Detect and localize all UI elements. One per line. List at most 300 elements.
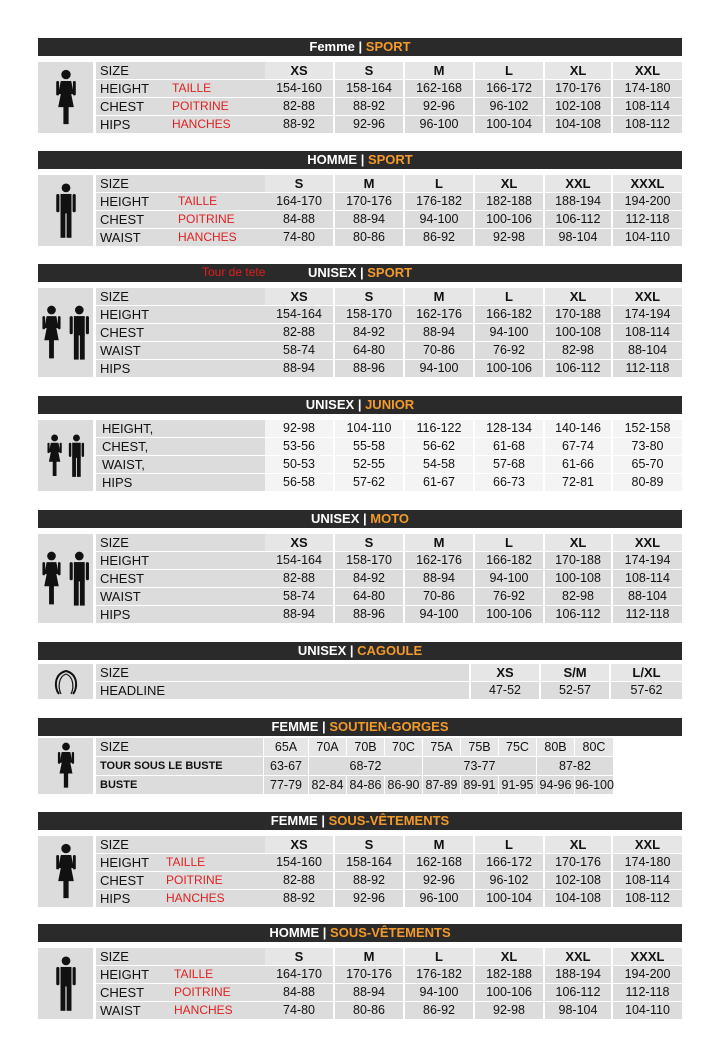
table-cell: 52-57 (541, 682, 609, 699)
table-cell: 84-88 (265, 211, 333, 228)
row-label (96, 62, 265, 79)
table-cell: 96-100 (405, 890, 473, 907)
section-category: SPORT (367, 265, 413, 280)
row-label (96, 854, 265, 871)
table-cell: 82-88 (265, 324, 333, 341)
table-cell: 61-68 (475, 438, 543, 455)
section-category: SPORT (365, 39, 411, 54)
row-label (96, 872, 265, 889)
table-cell: 94-100 (475, 324, 543, 341)
row-label (96, 534, 265, 551)
table-cell: 66-73 (475, 474, 543, 491)
table-cell: 104-110 (613, 1002, 682, 1019)
table-cell: 108-114 (613, 98, 682, 115)
underbust-cell: 68-72 (309, 757, 422, 775)
row-label-fr: POITRINE (178, 212, 235, 226)
table-cell: 88-104 (613, 342, 682, 359)
table-cell: 166-182 (475, 552, 543, 569)
table-cell: 96-102 (475, 872, 543, 889)
table-cell: 88-104 (613, 588, 682, 605)
title-separator: | (317, 813, 329, 828)
size-header-cell: L (405, 175, 473, 192)
title-separator: | (318, 719, 330, 734)
size-header-cell: XS (265, 62, 333, 79)
table-cell: 53-56 (265, 438, 333, 455)
row-label-en: SIZE (100, 63, 129, 78)
size-header-cell: XXL (613, 62, 682, 79)
size-header-cell: S (265, 175, 333, 192)
section-header (38, 396, 682, 414)
row-label-en: WAIST (100, 1003, 141, 1018)
row-label-fr: POITRINE (166, 873, 223, 887)
table-cell: 88-94 (335, 984, 403, 1001)
table-cell: 88-96 (335, 606, 403, 623)
size-header-cell: M (405, 288, 473, 305)
table-cell: 80-86 (335, 229, 403, 246)
table-cell: 154-164 (265, 552, 333, 569)
section-title: UNISEX (310, 511, 360, 526)
woman-figure-icon (38, 836, 93, 907)
cup-size-cell: 70C (385, 738, 422, 756)
section-unisex-moto (38, 510, 682, 624)
section-category: SOUS-VÊTEMENTS (330, 925, 451, 940)
row-label-en: WAIST, (102, 457, 145, 472)
table-cell: 182-188 (475, 193, 543, 210)
row-label-en: CHEST (100, 985, 145, 1000)
table-cell: 96-102 (475, 98, 543, 115)
size-header-cell: XS (265, 534, 333, 551)
table-cell: 76-92 (475, 342, 543, 359)
section-femme-sous (38, 812, 682, 908)
table-cell: 58-74 (265, 342, 333, 359)
size-header-cell: XS (265, 836, 333, 853)
table-cell: 154-160 (265, 80, 333, 97)
table-cell: 84-92 (335, 324, 403, 341)
section-header (38, 151, 682, 169)
row-label-fr: HANCHES (178, 230, 237, 244)
table-cell: 47-52 (471, 682, 539, 699)
title-separator: | (346, 643, 358, 658)
underbust-cell: 63-67 (264, 757, 308, 775)
row-label-fr: POITRINE (172, 99, 229, 113)
table-cell: 108-112 (613, 890, 682, 907)
table-cell: 100-106 (475, 211, 543, 228)
row-label (96, 664, 469, 681)
table-cell: 74-80 (265, 229, 333, 246)
row-label-en: SIZE (100, 176, 129, 191)
table-cell: 170-188 (545, 552, 611, 569)
table-cell: 56-62 (405, 438, 473, 455)
row-label (96, 757, 263, 775)
table-cell: 61-67 (405, 474, 473, 491)
title-separator: | (354, 39, 366, 54)
bust-cell: 77-79 (264, 776, 308, 794)
row-label (96, 175, 265, 192)
table-cell: 96-100 (405, 116, 473, 133)
underbust-cell: 73-77 (423, 757, 536, 775)
section-category: SPORT (367, 152, 413, 167)
table-cell: 70-86 (405, 588, 473, 605)
table-cell: 112-118 (613, 211, 682, 228)
section-header (38, 642, 682, 660)
table-cell: 92-96 (405, 98, 473, 115)
table-cell: 64-80 (335, 342, 403, 359)
size-header-cell: XXXL (613, 948, 682, 965)
table-cell: 174-180 (613, 80, 682, 97)
row-label-en: SIZE (100, 289, 129, 304)
section-header (38, 924, 682, 942)
table-cell: 106-112 (545, 211, 611, 228)
size-header-cell: S (335, 534, 403, 551)
table-cell: 54-58 (405, 456, 473, 473)
section-title: UNISEX (307, 265, 357, 280)
table-cell: 57-62 (611, 682, 682, 699)
row-label (96, 474, 265, 491)
row-label-en: HEIGHT, (102, 421, 154, 436)
size-header-cell: XXL (545, 175, 611, 192)
table-cell: 108-114 (613, 324, 682, 341)
row-label-en: CHEST (100, 571, 145, 586)
head-outline-icon (38, 664, 93, 699)
table-cell: 88-94 (335, 211, 403, 228)
section-title: UNISEX (297, 643, 347, 658)
table-cell: 194-200 (613, 966, 682, 983)
table-cell: 182-188 (475, 966, 543, 983)
size-header-cell: M (405, 836, 473, 853)
row-label-en: CHEST (100, 873, 145, 888)
table-cell: 84-92 (335, 570, 403, 587)
size-header-cell: XXL (613, 836, 682, 853)
cup-size-cell: 75B (461, 738, 498, 756)
table-cell: 158-164 (335, 80, 403, 97)
table-cell: 92-96 (335, 116, 403, 133)
table-cell: 88-92 (265, 116, 333, 133)
row-label-fr: HANCHES (174, 1003, 233, 1017)
section-category: SOUTIEN-GORGES (329, 719, 449, 734)
size-header-cell: L (475, 288, 543, 305)
table-cell: 174-194 (613, 552, 682, 569)
bust-cell: 86-90 (385, 776, 422, 794)
table-cell: 100-104 (475, 890, 543, 907)
row-label-en: CHEST, (102, 439, 149, 454)
table-cell: 94-100 (405, 211, 473, 228)
row-label-en: WAIST (100, 230, 141, 245)
underbust-cell: 87-82 (537, 757, 613, 775)
table-cell: 64-80 (335, 588, 403, 605)
table-cell: 88-92 (335, 872, 403, 889)
row-label (96, 456, 265, 473)
size-header-cell: XS (265, 288, 333, 305)
table-cell: 112-118 (613, 360, 682, 377)
cup-size-cell: 65A (264, 738, 308, 756)
row-label-en: HEADLINE (100, 683, 166, 698)
table-cell: 94-100 (475, 570, 543, 587)
table-cell: 166-182 (475, 306, 543, 323)
row-label (96, 193, 265, 210)
size-header-cell: L (475, 534, 543, 551)
size-header-cell: XXL (613, 288, 682, 305)
table-cell: 94-100 (405, 984, 473, 1001)
row-label (96, 570, 265, 587)
size-header-cell: L/XL (611, 664, 682, 681)
row-label (96, 80, 265, 97)
size-header-cell: XXL (613, 534, 682, 551)
row-label (96, 776, 263, 794)
section-category: SOUS-VÊTEMENTS (328, 813, 450, 828)
row-label (96, 342, 265, 359)
table-cell: 102-108 (545, 98, 611, 115)
row-label (96, 288, 265, 305)
section-title: FEMME (270, 813, 318, 828)
table-cell: 100-108 (545, 324, 611, 341)
size-header-cell: M (335, 948, 403, 965)
table-cell: 57-68 (475, 456, 543, 473)
size-header-cell: S (335, 62, 403, 79)
table-cell: 116-122 (405, 420, 473, 437)
table-cell: 100-108 (545, 570, 611, 587)
table-cell: 92-98 (475, 229, 543, 246)
row-label (96, 360, 265, 377)
table-cell: 92-98 (475, 1002, 543, 1019)
row-label-en: SIZE (100, 665, 129, 680)
row-label (96, 588, 265, 605)
table-cell: 82-98 (545, 342, 611, 359)
table-cell: 82-98 (545, 588, 611, 605)
size-header-cell: XS (471, 664, 539, 681)
table-cell: 82-88 (265, 98, 333, 115)
head-circumference-note: Tour de tete (202, 265, 266, 279)
section-title: UNISEX (305, 397, 355, 412)
bust-cell: 84-86 (347, 776, 384, 794)
table-cell: 56-58 (265, 474, 333, 491)
table-cell: 67-74 (545, 438, 611, 455)
section-homme-sous (38, 924, 682, 1020)
table-cell: 94-100 (405, 360, 473, 377)
cup-size-cell: 75C (499, 738, 536, 756)
section-unisex-sport (38, 264, 682, 378)
row-label-en: WAIST (100, 343, 141, 358)
table-cell: 104-108 (545, 890, 611, 907)
table-cell: 176-182 (405, 966, 473, 983)
title-separator: | (354, 397, 366, 412)
row-label (96, 984, 265, 1001)
row-label (96, 738, 263, 756)
table-cell: 86-92 (405, 229, 473, 246)
table-cell: 104-110 (335, 420, 403, 437)
section-unisex-cagoule (38, 642, 682, 702)
cup-size-cell: 70A (309, 738, 346, 756)
row-label-fr: HANCHES (166, 891, 225, 905)
couple-figure-icon (38, 288, 93, 377)
bust-cell: 89-91 (461, 776, 498, 794)
row-label (96, 606, 265, 623)
table-cell: 74-80 (265, 1002, 333, 1019)
size-header-cell: L (475, 836, 543, 853)
size-header-cell: L (475, 62, 543, 79)
row-label-fr: TAILLE (174, 967, 214, 981)
table-cell: 52-55 (335, 456, 403, 473)
table-cell: 82-88 (265, 872, 333, 889)
row-label-en: HEIGHT (100, 81, 150, 96)
title-separator: | (359, 511, 371, 526)
row-label-fr: POITRINE (174, 985, 231, 999)
row-label-en: HIPS (100, 891, 131, 906)
table-cell: 162-176 (405, 306, 473, 323)
table-cell: 174-180 (613, 854, 682, 871)
man-figure-icon (38, 948, 93, 1019)
table-cell: 88-94 (265, 606, 333, 623)
table-cell: 170-176 (335, 966, 403, 983)
size-header-cell: S (335, 836, 403, 853)
table-cell: 162-168 (405, 80, 473, 97)
section-title: HOMME (269, 925, 320, 940)
table-cell: 92-96 (405, 872, 473, 889)
section-homme-sport (38, 151, 682, 247)
table-cell: 86-92 (405, 1002, 473, 1019)
table-cell: 57-62 (335, 474, 403, 491)
row-label-en: SIZE (100, 535, 129, 550)
table-cell: 104-108 (545, 116, 611, 133)
table-cell: 58-74 (265, 588, 333, 605)
table-cell: 61-66 (545, 456, 611, 473)
table-cell: 100-106 (475, 360, 543, 377)
size-header-cell: XL (545, 62, 611, 79)
row-label-en: TOUR SOUS LE BUSTE (100, 760, 223, 772)
table-cell: 92-98 (265, 420, 333, 437)
table-cell: 84-88 (265, 984, 333, 1001)
section-category: JUNIOR (365, 397, 415, 412)
table-cell: 106-112 (545, 360, 611, 377)
row-label (96, 836, 265, 853)
man-figure-icon (38, 175, 93, 246)
table-cell: 80-89 (613, 474, 682, 491)
row-label-en: SIZE (100, 837, 129, 852)
row-label-en: WAIST (100, 589, 141, 604)
row-label-en: CHEST (100, 99, 145, 114)
table-cell: 72-81 (545, 474, 611, 491)
section-header (38, 264, 682, 282)
table-cell: 112-118 (613, 984, 682, 1001)
row-label-en: HIPS (100, 117, 131, 132)
section-header (38, 812, 682, 830)
row-label-en: HEIGHT (100, 194, 150, 209)
section-title: HOMME (307, 152, 358, 167)
table-cell: 100-106 (475, 984, 543, 1001)
table-cell: 82-88 (265, 570, 333, 587)
bust-cell: 82-84 (309, 776, 346, 794)
row-label-fr: HANCHES (172, 117, 231, 131)
row-label-fr: TAILLE (178, 194, 218, 208)
table-cell: 128-134 (475, 420, 543, 437)
size-header-cell: XXXL (613, 175, 682, 192)
row-label-en: HIPS (102, 475, 133, 490)
table-cell: 70-86 (405, 342, 473, 359)
table-cell: 140-146 (545, 420, 611, 437)
size-header-cell: M (405, 62, 473, 79)
table-cell: 154-164 (265, 306, 333, 323)
size-header-cell: XL (545, 534, 611, 551)
table-cell: 176-182 (405, 193, 473, 210)
bust-cell: 91-95 (499, 776, 536, 794)
table-cell: 50-53 (265, 456, 333, 473)
table-cell: 158-164 (335, 854, 403, 871)
section-title: FEMME (271, 719, 319, 734)
table-cell: 164-170 (265, 966, 333, 983)
table-cell: 170-176 (545, 854, 611, 871)
row-label (96, 116, 265, 133)
size-header-cell: XL (475, 948, 543, 965)
row-label (96, 966, 265, 983)
section-category: MOTO (370, 511, 410, 526)
table-cell: 65-70 (613, 456, 682, 473)
size-header-cell: M (405, 534, 473, 551)
size-header-cell: XL (475, 175, 543, 192)
table-cell: 108-114 (613, 570, 682, 587)
row-label-en: BUSTE (100, 779, 138, 791)
table-cell: 170-176 (335, 193, 403, 210)
woman-figure-icon (38, 62, 93, 133)
table-cell: 106-112 (545, 984, 611, 1001)
row-label (96, 324, 265, 341)
bust-cell: 87-89 (423, 776, 460, 794)
table-cell: 194-200 (613, 193, 682, 210)
table-cell: 92-96 (335, 890, 403, 907)
table-cell: 88-92 (265, 890, 333, 907)
row-label-en: HEIGHT (100, 967, 150, 982)
table-cell: 88-94 (405, 570, 473, 587)
row-label (96, 306, 265, 323)
section-unisex-junior (38, 396, 682, 494)
table-cell: 102-108 (545, 872, 611, 889)
cup-size-cell: 80C (575, 738, 613, 756)
row-label-en: SIZE (100, 949, 129, 964)
row-label-en: HEIGHT (100, 855, 150, 870)
table-cell: 174-194 (613, 306, 682, 323)
table-cell: 152-158 (613, 420, 682, 437)
table-cell: 188-194 (545, 966, 611, 983)
table-cell: 162-168 (405, 854, 473, 871)
couple-figure-icon (38, 534, 93, 623)
table-cell: 154-160 (265, 854, 333, 871)
title-separator: | (319, 925, 331, 940)
section-header (38, 510, 682, 528)
cup-size-cell: 80B (537, 738, 574, 756)
couple-figure-icon (38, 420, 93, 491)
table-cell: 73-80 (613, 438, 682, 455)
table-cell: 164-170 (265, 193, 333, 210)
size-header-cell: XXL (545, 948, 611, 965)
table-cell: 170-188 (545, 306, 611, 323)
table-cell: 158-170 (335, 552, 403, 569)
section-title: Femme (309, 39, 355, 54)
row-label-en: CHEST (100, 212, 145, 227)
table-cell: 98-104 (545, 229, 611, 246)
section-header (38, 38, 682, 56)
table-cell: 188-194 (545, 193, 611, 210)
row-label (96, 438, 265, 455)
table-cell: 162-176 (405, 552, 473, 569)
size-header-cell: M (335, 175, 403, 192)
section-femme-sport (38, 38, 682, 134)
section-category: CAGOULE (357, 643, 423, 658)
title-separator: | (356, 265, 368, 280)
table-cell: 88-94 (405, 324, 473, 341)
table-cell: 80-86 (335, 1002, 403, 1019)
table-cell: 88-96 (335, 360, 403, 377)
size-header-cell: S/M (541, 664, 609, 681)
table-cell: 170-176 (545, 80, 611, 97)
row-label-en: CHEST (100, 325, 145, 340)
